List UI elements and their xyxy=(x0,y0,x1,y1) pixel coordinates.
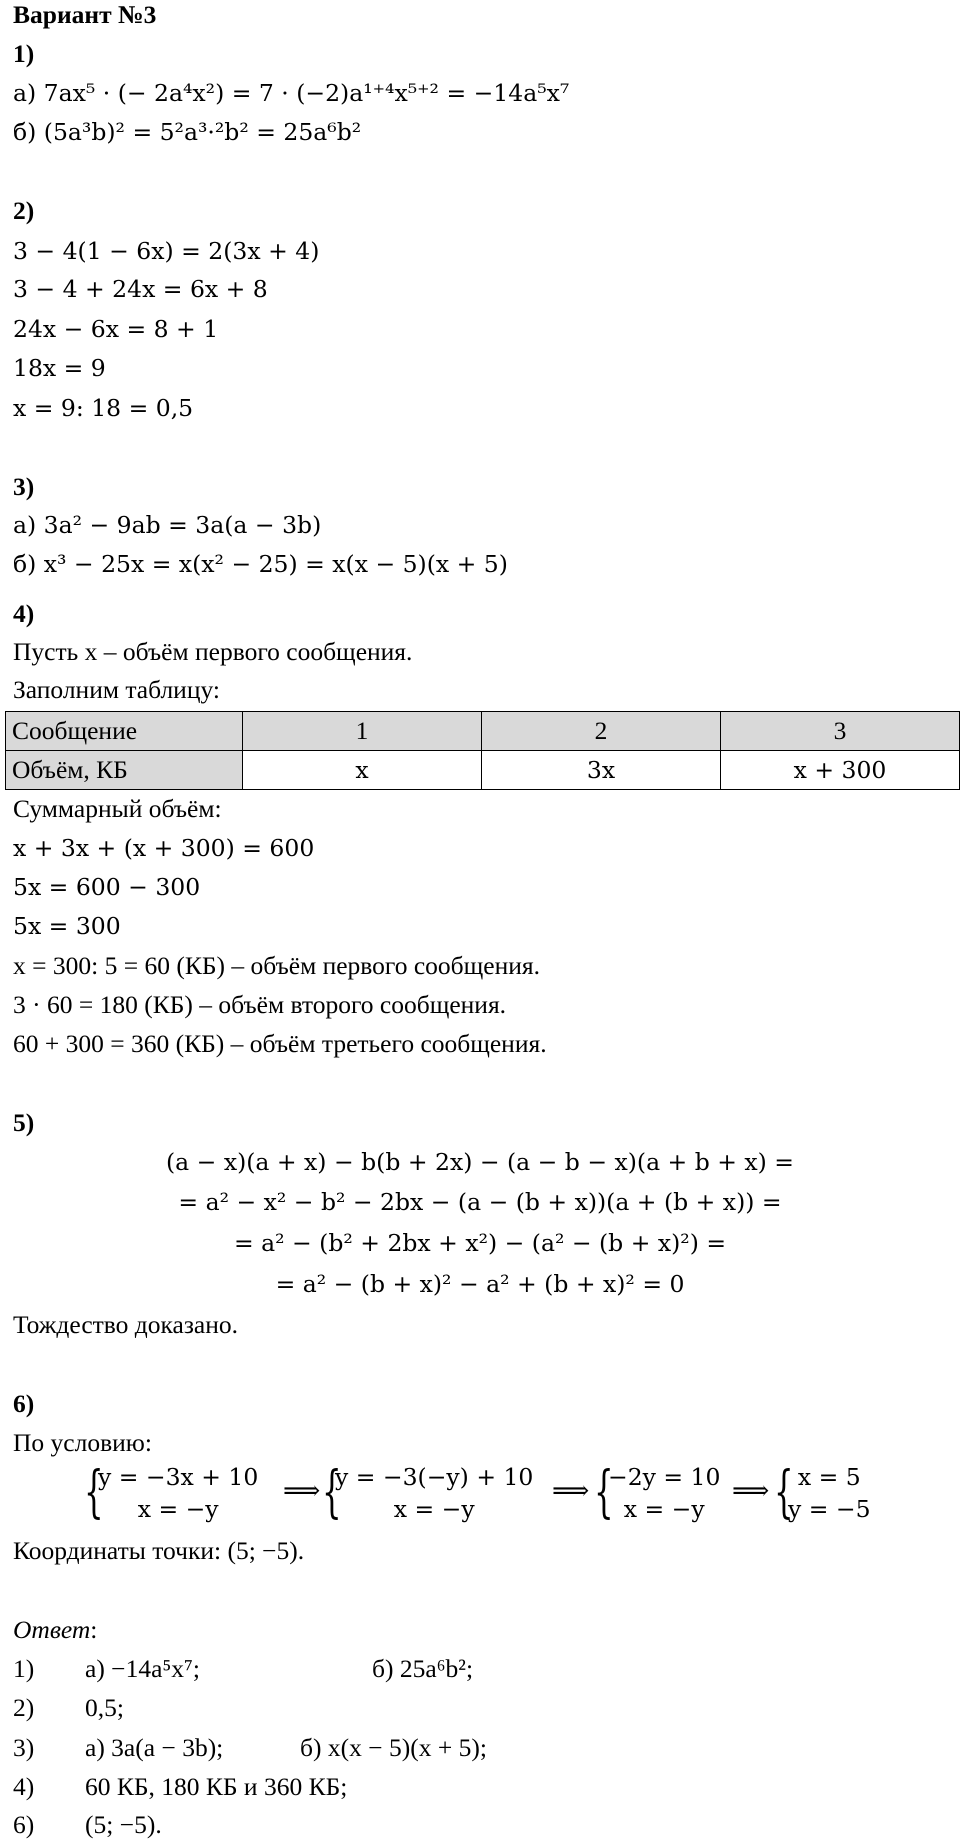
task-4-number: 4) xyxy=(13,599,35,628)
task-2-line: 24x − 6x = 8 + 1 xyxy=(13,315,219,343)
system-4 xyxy=(788,1461,871,1525)
task-4-intro: Пусть x – объём первого сообщения. xyxy=(13,637,413,666)
task-4-line: 3 · 60 = 180 (КБ) – объём второго сообщения. xyxy=(13,990,507,1019)
answer-label: Ответ xyxy=(13,1615,91,1644)
answer-row-a: а) −14a⁵x⁷; xyxy=(85,1654,200,1683)
task-1-b: б) (5a³b)² = 5²a³·²b² = 25a⁶b² xyxy=(13,118,362,146)
task-4-line: x = 300: 5 = 60 (КБ) – объём первого сообщения. xyxy=(13,951,541,980)
task-3-a: а) 3a² − 9ab = 3a(a − 3b) xyxy=(13,511,322,539)
answer-row-number: 6) xyxy=(13,1810,35,1839)
system-2-eq2: x = −y xyxy=(393,1495,475,1523)
table-header-cell: 2 xyxy=(482,712,721,751)
system-2 xyxy=(335,1461,533,1525)
answer-heading xyxy=(13,1615,97,1645)
task-5-line: = a² − (b + x)² − a² + (b + x)² = 0 xyxy=(275,1270,685,1298)
answer-row-a: 60 КБ, 180 КБ и 360 КБ; xyxy=(85,1772,348,1801)
variant-title: Вариант №3 xyxy=(13,0,157,29)
task-4-line: x + 3x + (x + 300) = 600 xyxy=(13,834,315,862)
answer-row-a: а) 3a(a − 3b); xyxy=(85,1733,224,1762)
table-cell: 3x xyxy=(482,751,721,790)
table-cell: x xyxy=(243,751,482,790)
answer-row-b: б) x(x − 5)(x + 5); xyxy=(300,1733,487,1762)
task-3-number: 3) xyxy=(13,472,35,501)
task-1-number: 1) xyxy=(13,39,35,68)
table-row xyxy=(6,712,960,751)
table-cell: x + 300 xyxy=(721,751,960,790)
system-1-eq2: x = −y xyxy=(137,1495,219,1523)
table-header-cell: 1 xyxy=(243,712,482,751)
answer-colon: : xyxy=(90,1615,98,1644)
system-1-eq1: y = −3x + 10 xyxy=(98,1463,259,1491)
system-2-eq1: y = −3(−y) + 10 xyxy=(335,1463,534,1491)
system-1 xyxy=(98,1461,258,1525)
system-3 xyxy=(608,1461,720,1525)
task-4-line: 5x = 600 − 300 xyxy=(13,873,201,901)
task-2-number: 2) xyxy=(13,196,35,225)
system-4-eq2: y = −5 xyxy=(788,1495,871,1523)
message-volume-table xyxy=(5,711,960,790)
task-4-line: 5x = 300 xyxy=(13,912,121,940)
system-brace: { xyxy=(84,1460,104,1525)
table-cell: Объём, КБ xyxy=(6,751,243,790)
table-header-cell: Сообщение xyxy=(6,712,243,751)
task-4-fill-table: Заполним таблицу: xyxy=(13,675,220,704)
task-5-proved: Тождество доказано. xyxy=(13,1310,238,1339)
system-brace: { xyxy=(322,1460,342,1525)
task-4-line: 60 + 300 = 360 (КБ) – объём третьего сообщения. xyxy=(13,1029,547,1058)
task-4-sum-label: Суммарный объём: xyxy=(13,794,222,823)
answer-row-a: 0,5; xyxy=(85,1693,124,1722)
answer-row-number: 1) xyxy=(13,1654,35,1683)
task-5-line: (a − x)(a + x) − b(b + 2x) − (a − b − x)(a + b + x) = xyxy=(166,1148,794,1176)
implies-arrow: ⟹ xyxy=(732,1476,770,1506)
answer-row-number: 2) xyxy=(13,1693,35,1722)
task-6-condition: По условию: xyxy=(13,1428,152,1457)
task-5-number: 5) xyxy=(13,1108,35,1137)
task-6-coordinates: Координаты точки: (5; −5). xyxy=(13,1536,305,1565)
answer-row-number: 3) xyxy=(13,1733,35,1762)
table-header-cell: 3 xyxy=(721,712,960,751)
system-brace: { xyxy=(774,1460,794,1525)
task-3-b: б) x³ − 25x = x(x² − 25) = x(x − 5)(x + 5) xyxy=(13,550,508,578)
system-3-eq1: −2y = 10 xyxy=(608,1463,721,1491)
answer-row-b: б) 25a⁶b²; xyxy=(372,1654,474,1683)
task-2-line: 3 − 4(1 − 6x) = 2(3x + 4) xyxy=(13,237,320,265)
answer-row-a: (5; −5). xyxy=(85,1810,162,1839)
task-5-line: = a² − (b² + 2bx + x²) − (a² − (b + x)²) = xyxy=(233,1229,727,1257)
task-1-a: а) 7ax⁵ · (− 2a⁴x²) = 7 · (−2)a¹⁺⁴x⁵⁺² = −14a⁵x⁷ xyxy=(13,79,570,107)
system-4-eq1: x = 5 xyxy=(797,1463,861,1491)
answer-row-number: 4) xyxy=(13,1772,35,1801)
task-5-line: = a² − x² − b² − 2bx − (a − (b + x))(a + (b + x)) = xyxy=(178,1188,782,1216)
system-3-eq2: x = −y xyxy=(623,1495,705,1523)
implies-arrow: ⟹ xyxy=(283,1476,321,1506)
task-6-number: 6) xyxy=(13,1389,35,1418)
task-2-line: x = 9: 18 = 0,5 xyxy=(13,394,194,422)
table-row xyxy=(6,751,960,790)
system-brace: { xyxy=(594,1460,614,1525)
task-2-line: 18x = 9 xyxy=(13,354,106,382)
task-2-line: 3 − 4 + 24x = 6x + 8 xyxy=(13,275,268,303)
implies-arrow: ⟹ xyxy=(552,1476,590,1506)
